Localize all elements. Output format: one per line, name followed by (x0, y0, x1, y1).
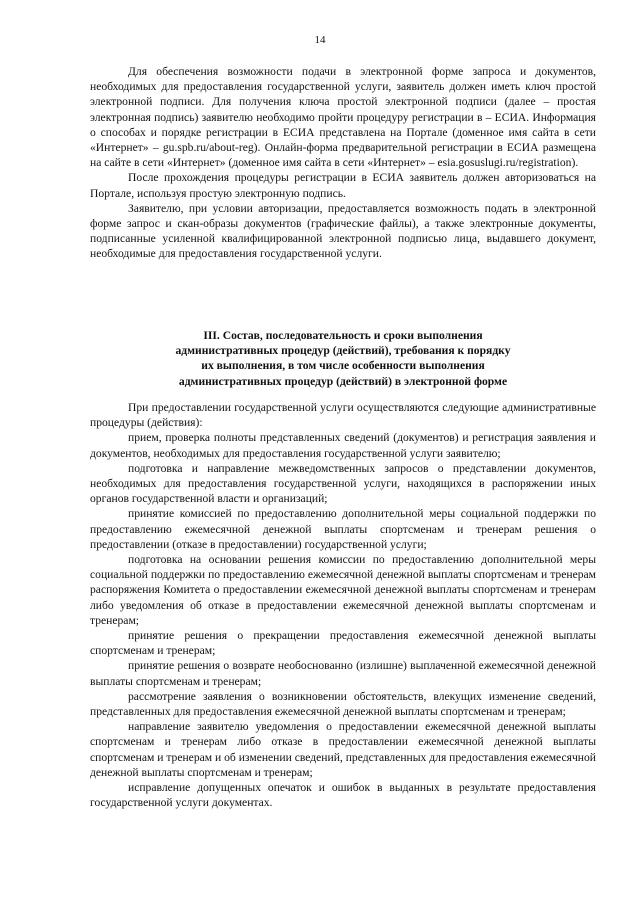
procedure-item: принятие решения о возврате необоснованно (излишне) выплаченной ежемесячной денежной выплаты спортсменам и тренерам; (90, 659, 596, 688)
procedure-item: принятие комиссией по предоставлению дополнительной меры социальной поддержки по предоставлению ежемесячной денежной выплаты спортсменам и тренерам решения о предоставлении (отказе в предоставлении) государственной услуги; (90, 507, 596, 551)
paragraph-electronic-submission: Заявителю, при условии авторизации, предоставляется возможность подать в электронной форме запрос и скан-образы документов (графические файлы), а также электронные документы, подписанные усиленной квалифицированной электронной подписью лица, выдавшего документ, необходимые для предоставления государственной услуги. (90, 201, 596, 261)
section-heading-line: III. Состав, последовательность и сроки выполнения (203, 329, 483, 342)
intro-text-block (90, 64, 596, 262)
paragraph-esia-registration: Для обеспечения возможности подачи в электронной форме запроса и документов, необходимых для предоставления государственной услуги, заявитель должен иметь ключ простой электронной подписи. Для получения ключа простой электронной подписи (далее – простая электронная подпись) заявителю необходимо пройти процедуру регистрации в – ЕСИА. Информация о способах и порядке регистрации в ЕСИА представлена на Портале (доменное имя сайта в сети «Интернет» – gu.spb.ru/about-reg). Онлайн-форма предварительной регистрации в ЕСИА размещена на сайте в сети «Интернет» (доменное имя сайта в сети «Интернет» – esia.gosuslugi.ru/registration). (90, 65, 596, 170)
procedure-item: подготовка на основании решения комиссии по предоставлению дополнительной меры социальной поддержки по предоставлению ежемесячной денежной выплаты спортсменам и тренерам распоряжения Комитета о предоставлении ежемесячной денежной выплаты спортсменам и тренерам либо уведомления об отказе в предоставлении ежемесячной денежной выплаты спортсменам и тренерам; (90, 553, 596, 627)
procedures-intro-paragraph: При предоставлении государственной услуги осуществляются следующие административные процедуры (действия): (90, 401, 596, 430)
section-heading-line: административных процедур (действий) в электронной форме (178, 374, 508, 388)
procedure-item: прием, проверка полноты представленных сведений (документов) и регистрация заявления и документов, необходимых для предоставления государственной услуги заявителю; (90, 431, 596, 460)
procedure-item: принятие решения о прекращении предоставления ежемесячной денежной выплаты спортсменам и тренерам; (90, 629, 596, 658)
paragraph-portal-authorization: После прохождения процедуры регистрации в ЕСИА заявитель должен авторизоваться на Портале, используя простую электронную подпись. (90, 171, 596, 200)
page-number: 14 (314, 34, 326, 46)
section-heading (90, 328, 596, 389)
section-heading-line: их выполнения, в том числе особенности выполнения (201, 359, 485, 373)
procedure-item: подготовка и направление межведомственных запросов о представлении документов, необходимых для предоставления государственной услуги, находящихся в распоряжении иных органов государственной власти и организаций; (90, 461, 596, 506)
section-heading-line: административных процедур (действий), требования к порядку (175, 344, 511, 358)
procedure-item: исправление допущенных опечаток и ошибок в выданных в результате предоставления государственной услуги документах. (90, 781, 596, 810)
procedure-item: рассмотрение заявления о возникновении обстоятельств, влекущих изменение сведений, представленных для предоставления ежемесячной денежной выплаты спортсменам и тренерам; (90, 689, 596, 719)
procedures-text-block (90, 400, 596, 810)
procedure-item: направление заявителю уведомления о предоставлении ежемесячной денежной выплаты спортсменам и тренерам либо отказе в предоставлении ежемесячной денежной выплаты спортсменам и тренерам и об изменении сведений, представленных для предоставления ежемесячной денежной выплаты спортсменам и тренерам; (90, 720, 596, 779)
